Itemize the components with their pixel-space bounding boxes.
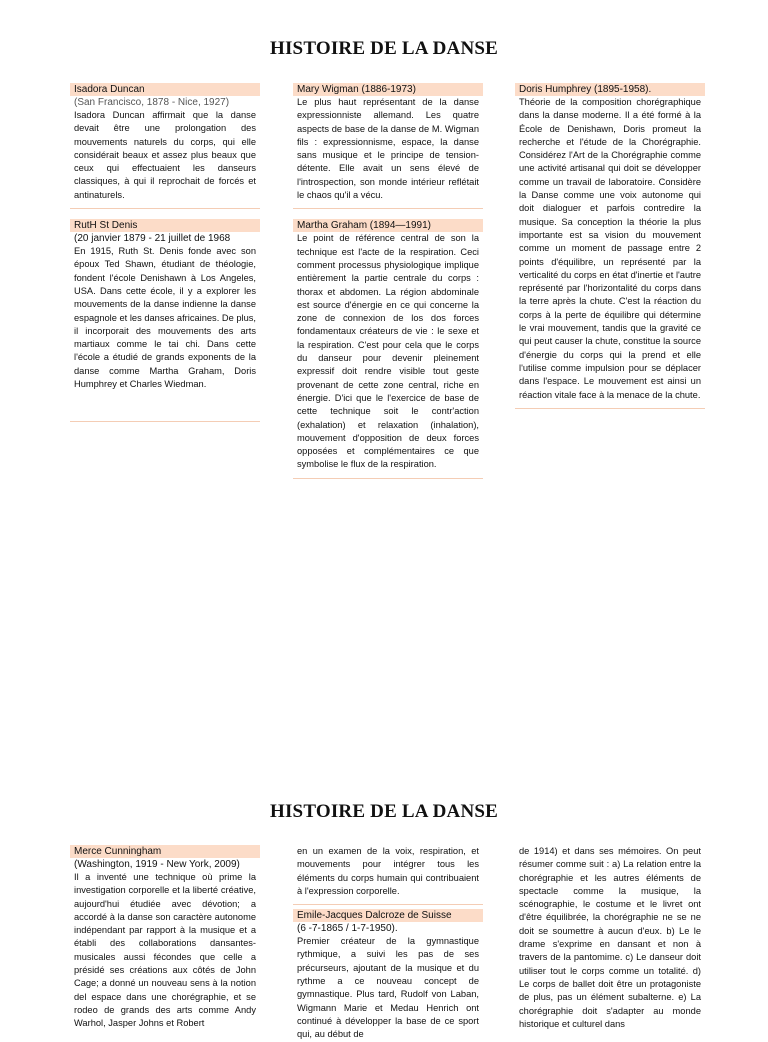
- section-heading: Doris Humphrey (1895-1958).: [515, 83, 705, 96]
- column-3: [515, 83, 705, 409]
- section-heading: Merce Cunningham: [70, 845, 260, 858]
- continued-text: de 1914) et dans ses mémoires. On peut résumer comme suit : a) La relation entre la chorégraphie et les autres éléments de spectacle comme la musique, la scénographie, le costume et le livret ont d'être équilibrée, la chorégraphie ne se ne doit se soumettre à aucun d'eux. b) Le le drame s'exprime en dansant et non à travers de la pantomime. c) Le danseur doit utiliser tout le corps comme un totalité. d) Le corps de ballet doit être un protagoniste de plus, pas un élément subalterne. e) La chorégraphie doit s'adapter au monde historique et culturel dans: [519, 846, 701, 1029]
- section-text: Le point de référence central de son la technique est l'acte de la respiration. Ceci comment processus physiologique implique entièrement la partie centrale du corps : thorax et abdomen. La région abdominale est source d'énergie en ce qui concerne la zone de connexion de los dos forces fondamentaux créateurs de vie : le sexe et la respiration. C'est pour cela que le corps du danseur pour devenir pleinement expressif doit rendre visible tout geste provenant de cette zone central, riche en énergie. D'ici que le l'exercice de base de cette technique soit le contr'action (exhalation) et relaxation (inhalation), mouvement d'opposition de deux forces opposées et complémentaires ce que symbolise le flux de la respiration.: [297, 233, 479, 470]
- section-heading: Mary Wigman (1886-1973): [293, 83, 483, 96]
- section-dates: (6 -7-1865 / 1-7-1950).: [297, 923, 398, 935]
- column-1: [70, 83, 260, 422]
- section-dates: (San Francisco, 1878 - Nice, 1927): [74, 97, 230, 108]
- section-ruth-st-denis: [70, 219, 260, 422]
- section-divider: [70, 421, 260, 422]
- section-doris-humphrey: [515, 83, 705, 409]
- section-divider: [515, 408, 705, 409]
- section-text: En 1915, Ruth St. Denis fonde avec son époux Ted Shawn, étudiant de théologie, fondent l'école Denishawn à Los Angeles, USA. Dans cette école, il y a explorer les mouvements de la danse indienne la danse espagnole et les danses africaines. De plus, il incorporait des mouvements des arts martiaux comme le tai chi. Dans cette l'école a étudié de grands exponents de la danse comme Martha Graham, Doris Humphrey et Charles Wiedman.: [74, 246, 256, 390]
- page-title: HISTOIRE DE LA DANSE: [269, 38, 499, 59]
- section-isadora-duncan: [70, 83, 260, 209]
- section-text: Le plus haut représentant de la danse expressionniste allemand. Les quatre aspects de base de la danse de M. Wigman fils : expressionnisme, espace, la danse sans musique et le principe de tension-détente. Elle avait un sens élevé de l'introspection, son monde intérieur reflétait le chaos qu'il a vécu.: [297, 97, 479, 201]
- section-heading: RutH St Denis: [70, 219, 260, 232]
- page-title: HISTOIRE DE LA DANSE: [269, 801, 499, 822]
- section-martha-graham: [293, 219, 483, 478]
- section-text: Théorie de la composition chorégraphique dans la danse moderne. Il a été formé à la École de Denishawn, Doris promeut la recherche et l'étude de la Chorégraphie. Considérez l'Art de la Chorégraphie comme une activité artisanal qui doit se développer comme un travail de laboratoire. Considère la Danse comme une voix autonome qui doit dialoguer et parfois contredire la musique. Sa conception la théorie la plus importante est sa vision du mouvement comme un moment de passage entre 2 points d'équilibre, un représenté par la verticalité du corps en état d'inertie et l'autre représenté par l'horizontalité du corps dans la terre après la chute. C'est la réaction du corps à la perte de équilibre qui détermine le vrai mouvement, tandis que la gravité ce qui peut causer la chute, constitue la source d'énergie du corps qui la prend et elle l'utilise comme impulsion pour se déplacer dans l'espace. Le mouvement est ainsi un réaction vitale face à la menace de la chute.: [519, 97, 701, 400]
- section-text: Il a inventé une technique où prime la investigation corporelle et la liberté créative, aujourd'hui étudiée avec dévotion; a accordé à la danse son caractère autonome indépendant par rapport à la musique et a établi des collaborations dansantes-musicales aussi fécondes que celle a présidé ses créations aux côtés de John Cage; a donné un nouveau sens à la notion del espace dans une chorégraphie, et se rodeo de grands des arts comme Andy Warhol, Jasper Johns et Robert: [74, 872, 256, 1029]
- column-1: [70, 845, 260, 1031]
- section-mary-wigman: [293, 83, 483, 209]
- column-3: [515, 845, 705, 1031]
- section-emile-jacques-dalcroze: [293, 909, 483, 1041]
- section-heading: Emile-Jacques Dalcroze de Suisse: [293, 909, 483, 922]
- section-text: Isadora Duncan affirmait que la danse devait être une prolongation des mouvements naturels du corps, qui elle considérait beaux et assez plus beaux que ceux qui effectuaient les danseurs classiques, à qui il reprochait de forcés et antinaturels.: [74, 110, 256, 200]
- section-divider: [293, 478, 483, 479]
- section-text: Premier créateur de la gymnastique rythmique, a suivi les pas de ses précurseurs, ajoutant de la musique et du rythme a ce nouveau concept de gymnastique. Plus tard, Rudolf von Laban, Wigmann Marie et Medau Henrich ont continué à développer la base de ce sport qui, au début de: [297, 936, 479, 1040]
- section-merce-cunningham: [70, 845, 260, 1031]
- section-dates: (Washington, 1919 - New York, 2009): [74, 859, 240, 870]
- continued-text: en un examen de la voix, respiration, et mouvements pour intégrer tous les éléments du corps humain qui contribuaient à l'expression corporelle.: [297, 846, 479, 896]
- section-dates: (20 janvier 1879 - 21 juillet de 1968: [74, 233, 231, 245]
- section-heading: Isadora Duncan: [70, 83, 260, 96]
- column-2: [293, 83, 483, 479]
- section-heading: Martha Graham (1894—1991): [293, 219, 483, 232]
- column-2: [293, 845, 483, 1042]
